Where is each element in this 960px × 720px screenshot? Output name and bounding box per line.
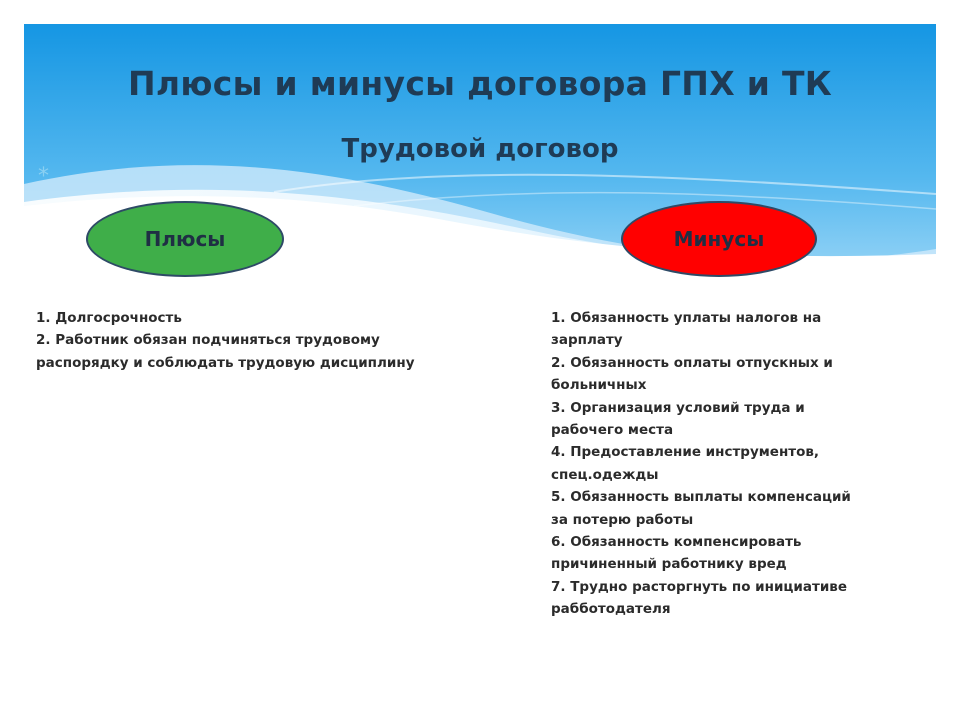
- cons-label: Минусы: [673, 227, 765, 251]
- pros-line: 2. Работник обязан подчиняться трудовому: [36, 332, 380, 349]
- cons-line: зарплату: [551, 332, 623, 349]
- slide-subtitle: Трудовой договор: [341, 134, 619, 164]
- cons-line: 2. Обязанность оплаты отпускных и: [551, 354, 833, 371]
- pros-label: Плюсы: [144, 227, 226, 251]
- cons-line: причиненный работнику вред: [551, 556, 787, 573]
- pros-list: [36, 307, 415, 374]
- pros-line: 1. Долгосрочность: [36, 310, 182, 326]
- cons-line: спец.одежды: [551, 466, 659, 483]
- cons-line: 7. Трудно расторгнуть по инициативе: [551, 578, 847, 595]
- cons-line: за потерю работы: [551, 511, 694, 528]
- pros-line: распорядку и соблюдать трудовую дисциплину: [36, 354, 415, 371]
- cons-line: 4. Предоставление инструментов,: [551, 444, 820, 461]
- cons-line: 1. Обязанность уплаты налогов на: [551, 310, 822, 326]
- content-layer: [24, 24, 936, 720]
- cons-line: 3. Организация условий труда и: [551, 399, 805, 416]
- cons-line: рабботодателя: [551, 601, 671, 618]
- pros-oval: [86, 201, 284, 277]
- cons-line: 5. Обязанность выплаты компенсаций: [551, 489, 851, 506]
- cons-line: рабочего места: [551, 422, 674, 439]
- cons-line: 6. Обязанность компенсировать: [551, 534, 802, 551]
- cons-oval: [621, 201, 817, 277]
- cons-line: больничных: [551, 377, 647, 394]
- bullet-marker: *: [38, 164, 49, 189]
- slide-title: Плюсы и минусы договора ГПХ и ТК: [127, 64, 833, 103]
- cons-list: [551, 307, 851, 621]
